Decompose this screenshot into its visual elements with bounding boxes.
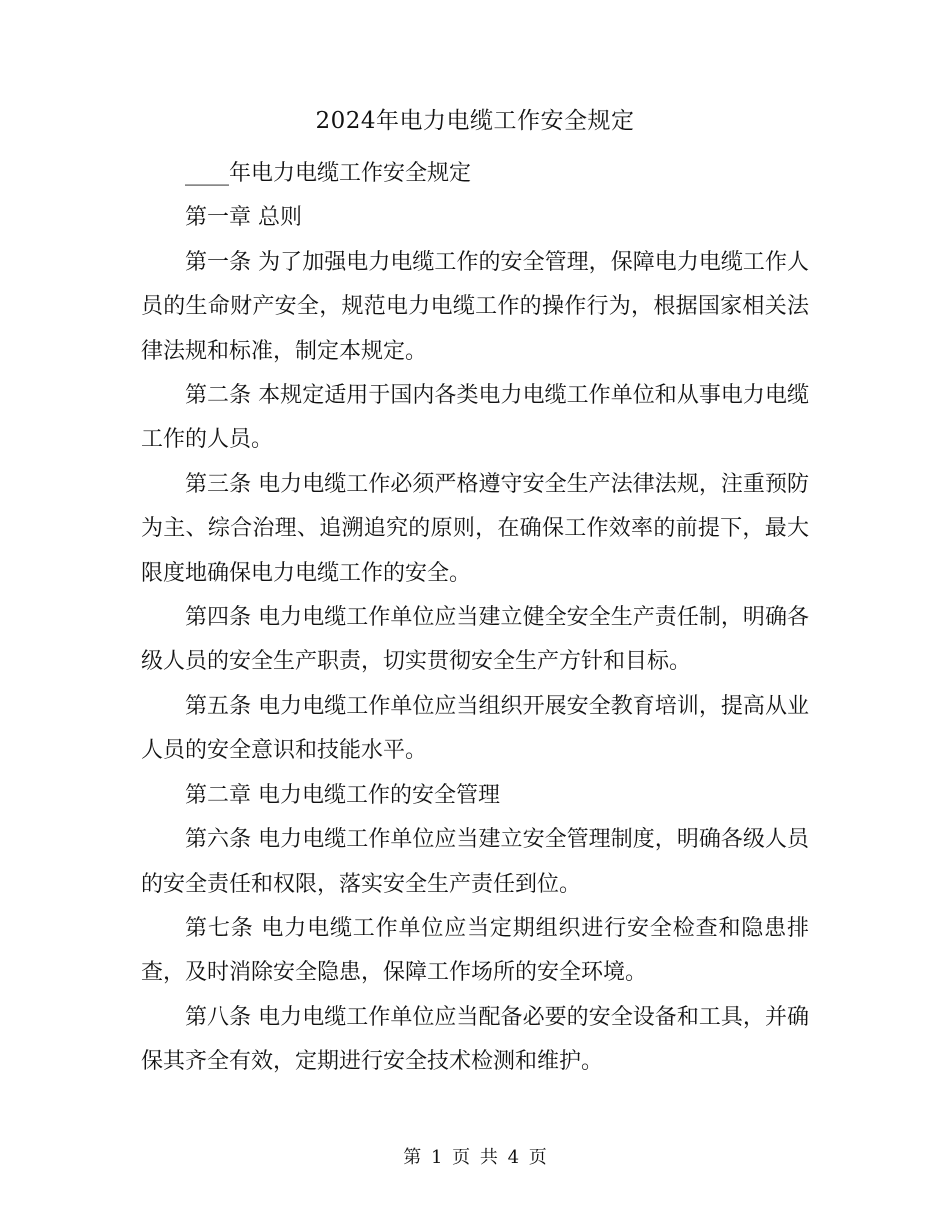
article-paragraph: 第二条 本规定适用于国内各类电力电缆工作单位和从事电力电缆工作的人员。	[141, 383, 809, 453]
chapter-heading: 第二章 电力电缆工作的安全管理	[185, 782, 500, 808]
document-body	[141, 152, 809, 1085]
article-paragraph: 第六条 电力电缆工作单位应当建立安全管理制度，明确各级人员的安全责任和权限，落实安全生产责任到位。	[141, 827, 809, 897]
article-paragraph: 第七条 电力电缆工作单位应当定期组织进行安全检查和隐患排查，及时消除安全隐患，保障工作场所的安全环境。	[141, 915, 809, 986]
article-paragraph: 第五条 电力电缆工作单位应当组织开展安全教育培训，提高从业人员的安全意识和技能水平。	[141, 693, 809, 764]
article-paragraph: 第三条 电力电缆工作必须严格遵守安全生产法律法规，注重预防为主、综合治理、追溯追究的原则，在确保工作效率的前提下，最大限度地确保电力电缆工作的安全。	[141, 471, 809, 586]
article-paragraph: 第八条 电力电缆工作单位应当配备必要的安全设备和工具，并确保其齐全有效，定期进行安全技术检测和维护。	[141, 1004, 809, 1075]
page-footer: 第 1 页 共 4 页	[403, 1147, 547, 1168]
article-paragraph: 第一条 为了加强电力电缆工作的安全管理，保障电力电缆工作人员的生命财产安全，规范电力电缆工作的操作行为，根据国家相关法律法规和标准，制定本规定。	[141, 249, 809, 364]
document-title: 2024年电力电缆工作安全规定	[315, 108, 635, 134]
subtitle-paragraph: ____年电力电缆工作安全规定	[185, 161, 472, 186]
chapter-heading: 第一章 总则	[185, 205, 302, 231]
article-paragraph: 第四条 电力电缆工作单位应当建立健全安全生产责任制，明确各级人员的安全生产职责，切实贯彻安全生产方针和目标。	[141, 605, 809, 675]
